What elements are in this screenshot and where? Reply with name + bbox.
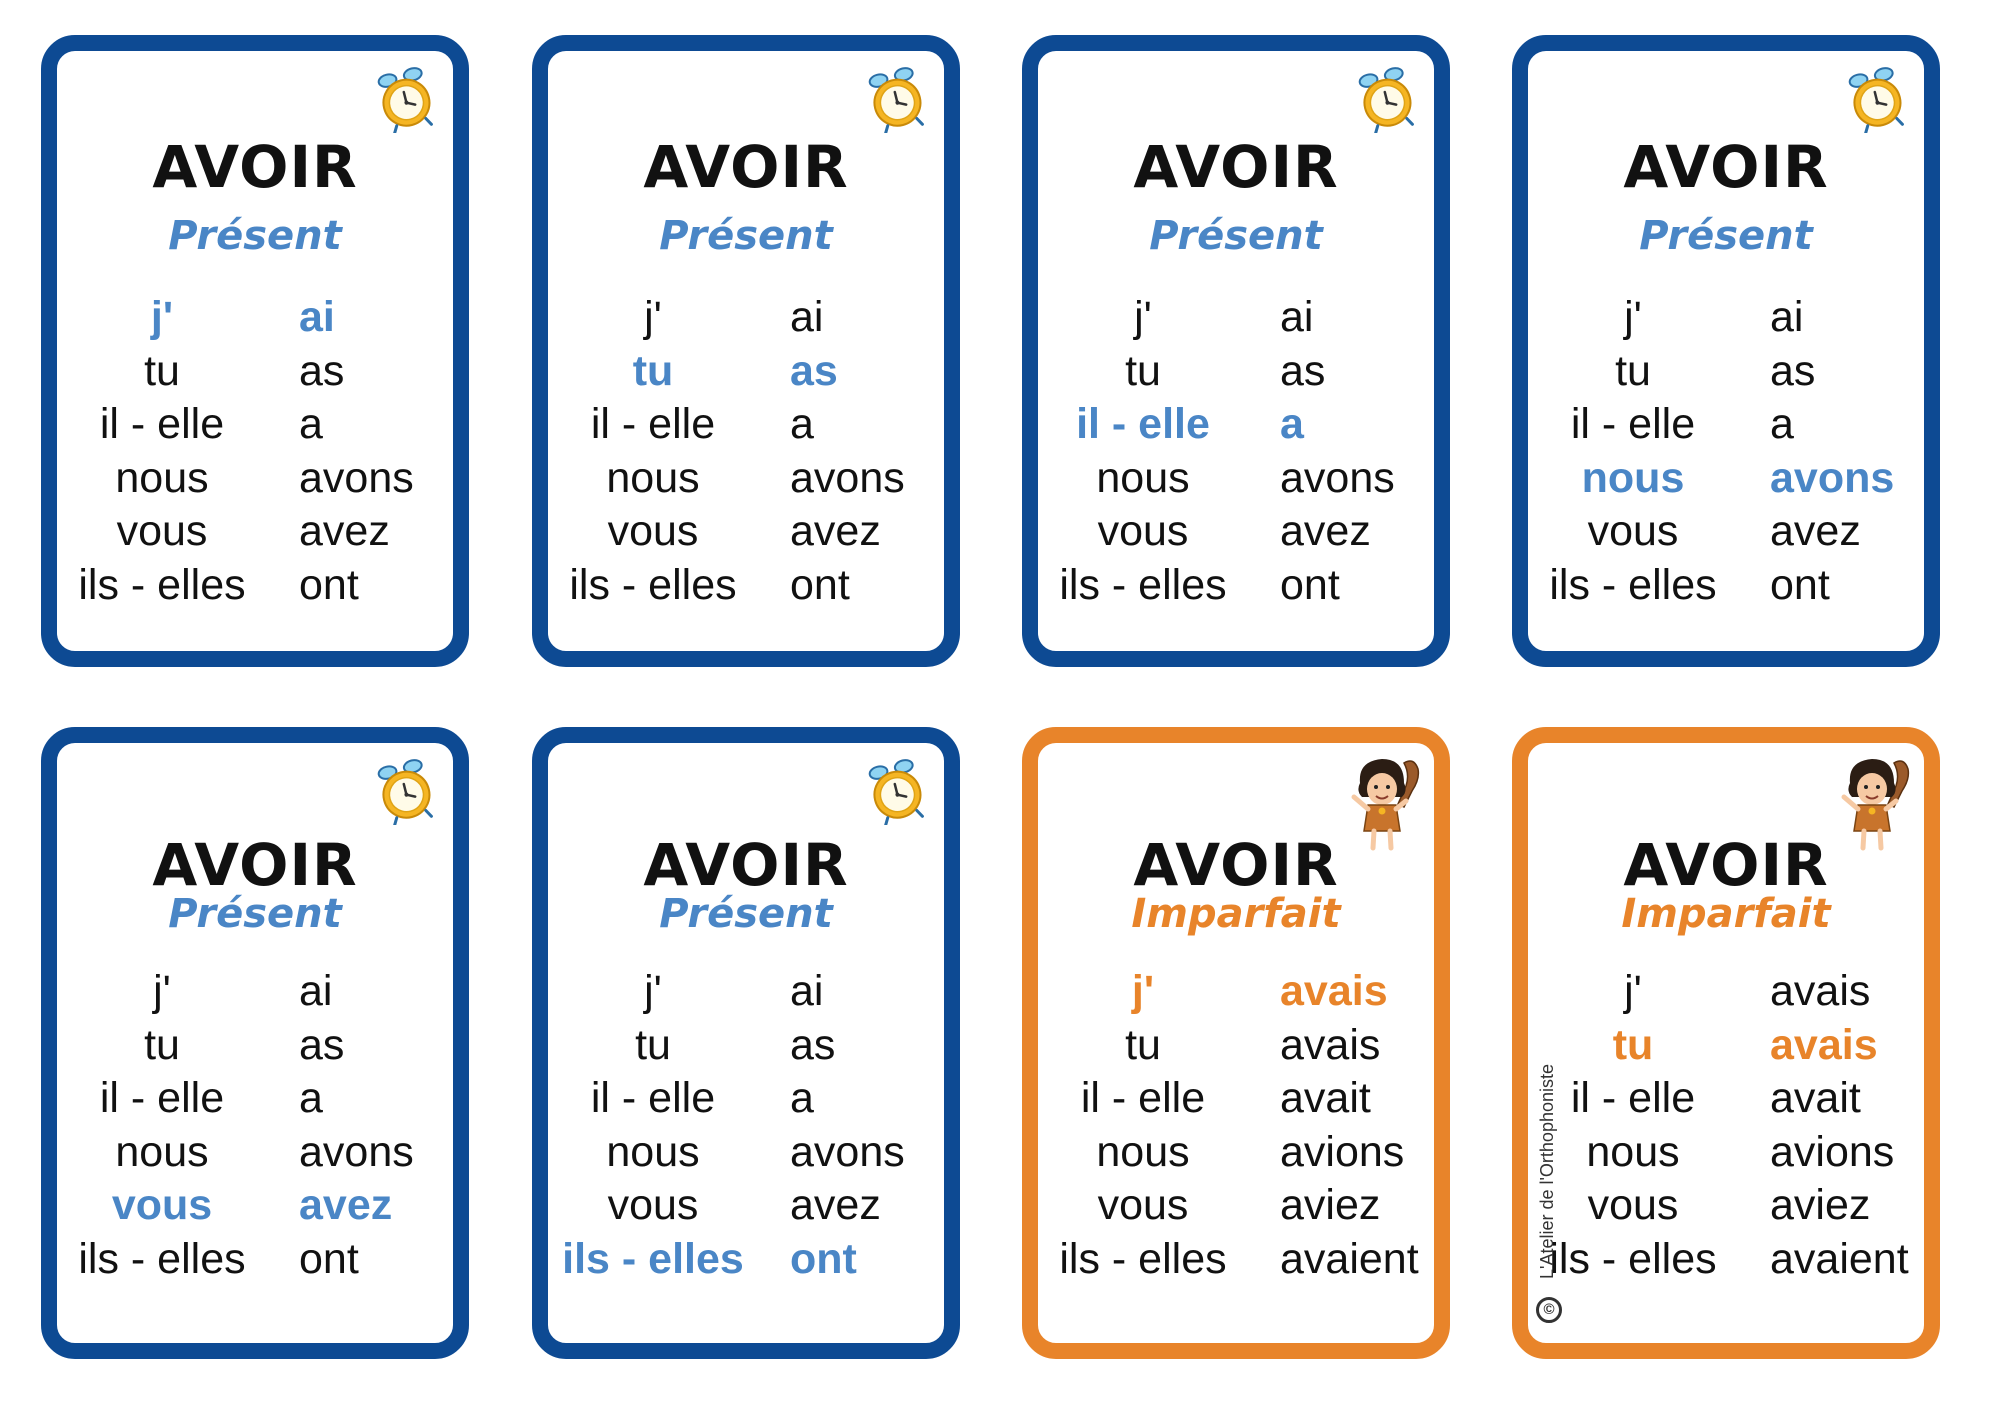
conjugation-row [1528,291,1924,345]
conjugation-card [41,727,469,1359]
pronoun: il - elle [1570,1074,1696,1122]
tense-label: Imparfait [1621,891,1831,937]
conjugation-row [1528,345,1924,399]
copyright-notice [1536,1023,1566,1323]
verb-form: a [1280,400,1304,448]
alarm-clock-icon [1352,65,1420,133]
conjugation-card [532,35,960,667]
conjugation-row [1038,1072,1434,1126]
verb-form: avais [1770,1020,1878,1069]
verb-form: avez [1280,507,1371,555]
verb-form: aviez [1280,1181,1381,1229]
conjugation-row [1038,345,1434,399]
pronoun: j' [644,293,662,341]
conjugation-row [1528,965,1924,1019]
tense-label: Présent [1149,213,1323,259]
conjugation-card [1512,727,1940,1359]
verb-form: avez [299,507,390,555]
conjugation-row [1038,398,1434,452]
pronoun: j' [1134,293,1152,341]
conjugation-row [548,1179,944,1233]
tense-label: Imparfait [1131,891,1341,937]
verb-form: as [299,1020,345,1069]
verb-form: avons [1770,453,1895,502]
pronoun: tu [1612,1020,1654,1069]
pronoun: il - elle [1076,400,1210,448]
conjugation-row [1528,1072,1924,1126]
conjugation-row [1038,505,1434,559]
pronoun: j' [1624,967,1642,1015]
pronoun: vous [111,1181,213,1229]
verb-form: as [790,346,838,395]
conjugation-table [1038,965,1434,1286]
tense-label: Présent [168,213,342,259]
verb-form: avaient [1280,1234,1419,1283]
verb-form: a [299,1074,323,1122]
verb-title: AVOIR [1133,133,1339,201]
pronoun: nous [115,453,209,502]
verb-form: a [790,400,814,448]
conjugation-row [548,345,944,399]
verb-title: AVOIR [152,133,358,201]
pronoun: nous [1096,1127,1190,1176]
pronoun: ils - elles [562,1234,744,1283]
verb-form: ai [790,293,824,341]
conjugation-row [1038,965,1434,1019]
conjugation-card [1022,727,1450,1359]
copyright-icon: © [1536,1297,1562,1323]
pronoun: il - elle [1570,400,1696,448]
pronoun: vous [607,1181,699,1229]
tense-label: Présent [659,891,833,937]
conjugation-row [548,291,944,345]
conjugation-row [548,1233,944,1287]
verb-form: ont [299,560,359,609]
verb-form: ai [790,967,824,1015]
verb-title: AVOIR [1133,831,1339,899]
verb-form: avez [790,1181,881,1229]
verb-form: avons [790,453,905,502]
verb-form: avait [1770,1074,1861,1122]
pronoun: ils - elles [78,1234,246,1283]
pronoun: tu [1615,346,1651,395]
conjugation-card [1512,35,1940,667]
verb-form: a [1770,400,1794,448]
verb-form: avons [790,1127,905,1176]
pronoun: ils - elles [1059,560,1227,609]
conjugation-row [1038,452,1434,506]
conjugation-row [57,452,453,506]
verb-form: as [299,346,345,395]
verb-form: ai [299,293,335,341]
conjugation-row [57,1019,453,1073]
verb-form: ont [790,560,850,609]
conjugation-row [57,291,453,345]
conjugation-row [1038,559,1434,613]
conjugation-row [1528,505,1924,559]
verb-title: AVOIR [152,831,358,899]
verb-form: ont [790,1234,857,1283]
verb-form: avons [299,453,414,502]
conjugation-row [1038,1019,1434,1073]
verb-form: avais [1280,1020,1381,1069]
alarm-clock-icon [371,65,439,133]
alarm-clock-icon [862,757,930,825]
verb-title: AVOIR [643,831,849,899]
pronoun: tu [1125,1020,1161,1069]
conjugation-table [1038,291,1434,612]
verb-form: ont [299,1234,359,1283]
pronoun: ils - elles [569,560,737,609]
verb-form: ont [1280,560,1340,609]
verb-form: avaient [1770,1234,1909,1283]
verb-form: avions [1770,1127,1895,1176]
pronoun: vous [1587,1181,1679,1229]
conjugation-row [1038,1126,1434,1180]
verb-form: avais [1280,967,1388,1015]
verb-title: AVOIR [1623,831,1829,899]
verb-form: avons [1280,453,1395,502]
pronoun: vous [1097,1181,1189,1229]
verb-form: avons [299,1127,414,1176]
conjugation-row [1038,1233,1434,1287]
conjugation-row [57,1072,453,1126]
copyright-text: L'Atelier de l'Orthophoniste [1537,1064,1557,1279]
conjugation-table [57,291,453,612]
alarm-clock-icon [862,65,930,133]
conjugation-table [548,291,944,612]
verb-form: a [299,400,323,448]
verb-form: ai [1280,293,1314,341]
pronoun: tu [1125,346,1161,395]
conjugation-row [548,505,944,559]
pronoun: tu [632,346,674,395]
pronoun: nous [606,1127,700,1176]
pronoun: vous [1587,507,1679,555]
verb-title: AVOIR [1623,133,1829,201]
pronoun: j' [1131,967,1155,1015]
conjugation-row [548,452,944,506]
conjugation-table [1528,965,1924,1286]
conjugation-row [1528,398,1924,452]
pronoun: j' [150,293,174,341]
tense-label: Présent [168,891,342,937]
alarm-clock-icon [371,757,439,825]
pronoun: tu [635,1020,671,1069]
verb-form: a [790,1074,814,1122]
conjugation-row [57,505,453,559]
pronoun: j' [644,967,662,1015]
pronoun: j' [1624,293,1642,341]
pronoun: nous [1586,1127,1680,1176]
tense-label: Présent [1639,213,1813,259]
conjugation-card [41,35,469,667]
conjugation-card [532,727,960,1359]
conjugation-row [57,1233,453,1287]
conjugation-row [57,398,453,452]
conjugation-row [548,965,944,1019]
verb-form: avez [299,1181,393,1229]
conjugation-row [1528,452,1924,506]
verb-form: avez [1770,507,1861,555]
conjugation-row [1528,1126,1924,1180]
conjugation-row [1038,291,1434,345]
verb-form: as [1280,346,1326,395]
pronoun: vous [116,507,208,555]
pronoun: j' [153,967,171,1015]
conjugation-card [1022,35,1450,667]
verb-form: avions [1280,1127,1405,1176]
pronoun: nous [1096,453,1190,502]
verb-form: as [1770,346,1816,395]
verb-form: ai [1770,293,1804,341]
conjugation-row [1528,1019,1924,1073]
conjugation-row [57,965,453,1019]
conjugation-row [1528,559,1924,613]
conjugation-row [57,345,453,399]
pronoun: ils - elles [1549,1234,1717,1283]
conjugation-row [1038,1179,1434,1233]
conjugation-table [1528,291,1924,612]
verb-form: aviez [1770,1181,1871,1229]
conjugation-row [548,1019,944,1073]
pronoun: tu [144,1020,180,1069]
pronoun: il - elle [590,1074,716,1122]
pronoun: tu [144,346,180,395]
conjugation-table [57,965,453,1286]
conjugation-row [548,1126,944,1180]
verb-title: AVOIR [643,133,849,201]
conjugation-row [57,1179,453,1233]
conjugation-row [1528,1179,1924,1233]
verb-form: as [790,1020,836,1069]
pronoun: vous [607,507,699,555]
pronoun: nous [606,453,700,502]
pronoun: nous [1581,453,1685,502]
pronoun: il - elle [99,400,225,448]
verb-form: avait [1280,1074,1371,1122]
conjugation-row [57,559,453,613]
conjugation-row [548,1072,944,1126]
pronoun: vous [1097,507,1189,555]
pronoun: ils - elles [78,560,246,609]
conjugation-table [548,965,944,1286]
verb-form: avais [1770,967,1871,1015]
pronoun: ils - elles [1059,1234,1227,1283]
pronoun: il - elle [99,1074,225,1122]
verb-form: ai [299,967,333,1015]
conjugation-row [548,398,944,452]
conjugation-row [548,559,944,613]
tense-label: Présent [659,213,833,259]
pronoun: il - elle [590,400,716,448]
verb-form: ont [1770,560,1830,609]
conjugation-row [1528,1233,1924,1287]
conjugation-row [57,1126,453,1180]
verb-form: avez [790,507,881,555]
pronoun: nous [115,1127,209,1176]
pronoun: ils - elles [1549,560,1717,609]
alarm-clock-icon [1842,65,1910,133]
pronoun: il - elle [1080,1074,1206,1122]
